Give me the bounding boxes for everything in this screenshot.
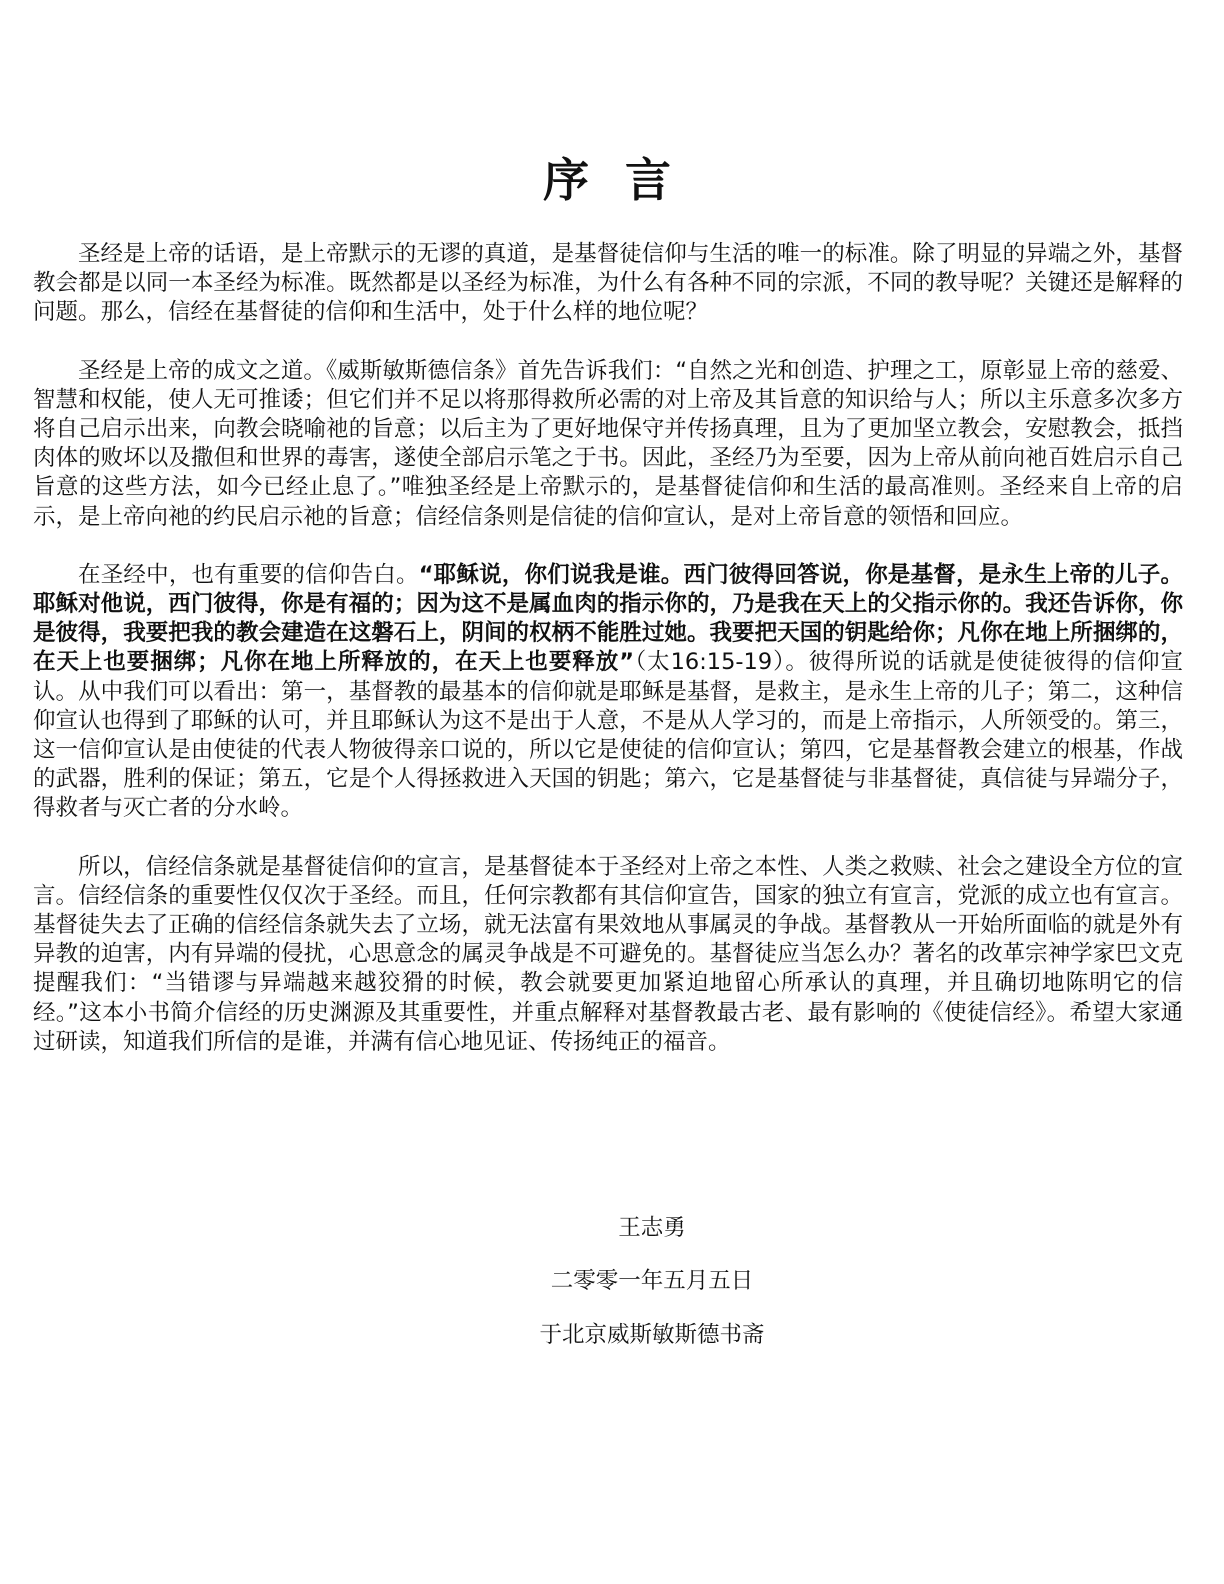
signature-date: 二零零一年五月五日 [550,1268,754,1294]
paragraph-3-text: （太16:15-19）。彼得所说的话就是使徒彼得的信仰宣认。从中我们可以看出：第一，基督教的最基本的信仰就是耶稣是基督，是救主，是永生上帝的儿子；第二，这种信仰宣认也得到了耶稣的认可，并且耶稣认为这不是出于人意，不是从人学习的，而是上帝指示，人所领受的。第三，这一信仰宣认是由使徒的代表人物彼得亲口说的，所以它是使徒的信仰宣认；第四，它是基督教会建立的根基，作战的武器，胜利的保证；第五，它是个人得拯救进入天国的钥匙；第六，它是基督徒与非基督徒，真信徒与异端分子，得救者与灭亡者的分水岭。 [33,649,1184,822]
paragraph-3-intro: 在圣经中，也有重要的信仰告白。 [78,561,419,588]
paragraph-1 [33,240,1183,328]
preface-body [33,240,1183,1086]
paragraph-1-text: 圣经是上帝的话语，是上帝默示的无谬的真道，是基督徒信仰与生活的唯一的标准。除了明显的异端之外，基督教会都是以同一本圣经为标准。既然都是以圣经为标准，为什么有各种不同的宗派，不同的教导呢？关键还是解释的问题。那么，信经在基督徒的信仰和生活中，处于什么样的地位呢？ [33,241,1183,326]
paragraph-2-text: 圣经是上帝的成文之道。《威斯敏斯德信条》首先告诉我们：“自然之光和创造、护理之工，原彰显上帝的慈爱、智慧和权能，使人无可推诿；但它们并不足以将那得救所必需的对上帝及其旨意的知识给与人；所以主乐意多次多方将自己启示出来，向教会晓喻祂的旨意；以后主为了更好地保守并传扬真理，且为了更加坚立教会，安慰教会，抵挡肉体的败坏以及撒但和世界的毒害，遂使全部启示笔之于书。因此，圣经乃为至要，因为上帝从前向祂百姓启示自己旨意的这些方法，如今已经止息了。”唯独圣经是上帝默示的，是基督徒信仰和生活的最高准则。圣经来自上帝的启示，是上帝向祂的约民启示祂的旨意；信经信条则是信徒的信仰宣认，是对上帝旨意的领悟和回应。 [33,357,1183,530]
paragraph-2 [33,357,1183,532]
signature-place: 于北京威斯敏斯德书斋 [539,1322,765,1348]
paragraph-4-text: 所以，信经信条就是基督徒信仰的宣言，是基督徒本于圣经对上帝之本性、人类之救赎、社会之建设全方位的宣言。信经信条的重要性仅仅次于圣经。而且，任何宗教都有其信仰宣告，国家的独立有宣言，党派的成立也有宣言。基督徒失去了正确的信经信条就失去了立场，就无法富有果效地从事属灵的争战。基督教从一开始所面临的就是外有异教的迫害，内有异端的侵扰，心思意念的属灵争战是不可避免的。基督徒应当怎么办？著名的改革宗神学家巴文克提醒我们：“当错谬与异端越来越狡猾的时候，教会就要更加紧迫地留心所承认的真理，并且确切地陈明它的信经。”这本小书简介信经的历史渊源及其重要性，并重点解释对基督教最古老、最有影响的《使徒信经》。希望大家通过研读，知道我们所信的是谁，并满有信心地见证、传扬纯正的福音。 [33,853,1183,1055]
paragraph-3 [33,561,1183,824]
scripture-quote: “耶稣说，你们说我是谁。西门彼得回答说，你是基督，是永生上帝的儿子。耶稣对他说，西门彼得，你是有福的；因为这不是属血肉的指示你的，乃是我在天上的父指示你的。我还告诉你，你是彼得，我要把我的教会建造在这磐石上，阴间的权柄不能胜过她。我要把天国的钥匙给你；凡你在地上所捆绑的，在天上也要捆绑；凡你在地上所释放的，在天上也要释放” [33,561,1183,676]
page-title: 序 言 [542,153,681,207]
author-name: 王志勇 [618,1215,686,1241]
paragraph-4 [33,853,1183,1057]
